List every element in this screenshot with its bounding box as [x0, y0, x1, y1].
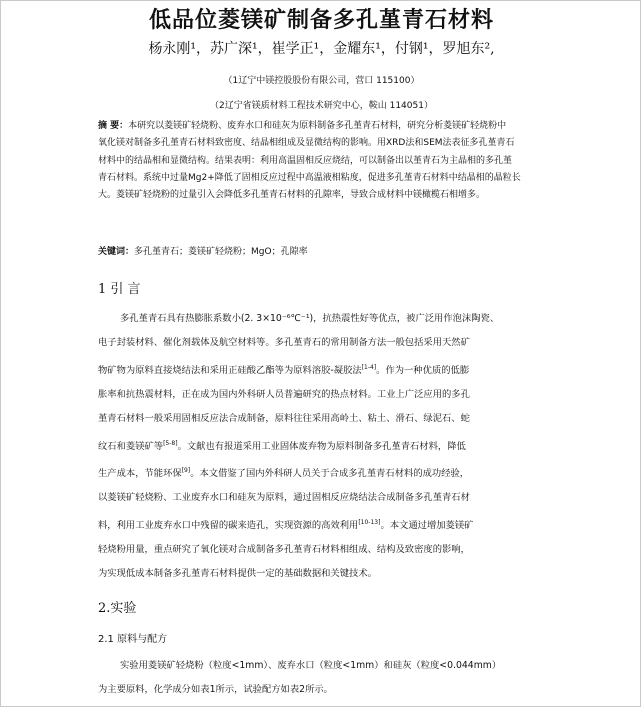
body-line: 以菱镁矿轻烧粉、工业废弃水口和硅灰为原料，通过固相反应烧结法合成制备多孔堇青石材	[98, 492, 470, 504]
body-line: 为主要原料，化学成分如表1所示，试验配方如表2所示。	[98, 684, 333, 696]
body-line: 堇青石材料一般采用固相反应法合成制备，原料往往采用高岭土、粘土、滑石、绿泥石、蛇	[98, 413, 470, 425]
paper-title: 低品位菱镁矿制备多孔堇青石材料	[148, 8, 494, 33]
materials-body	[98, 654, 546, 703]
body-line: 轻烧粉用量，重点研究了氧化镁对合成制备多孔堇青石材料相组成、结构及致密度的影响，	[98, 544, 470, 556]
body-line: 生产成本，节能环保[9]。本文借鉴了国内外科研人员关于合成多孔堇青石材料的成功经验，	[98, 466, 470, 480]
citation: [9]	[181, 466, 191, 474]
body-line: 物矿物为原料直接烧结法和采用正硅酸乙酯等为原料溶胶-凝胶法[1-4]。作为一种优质的低膨	[98, 363, 470, 376]
body-line: 胀率和抗热震材料，正在成为国内外科研人员普遍研究的热点材料。工业上广泛应用的多孔	[98, 388, 470, 400]
affiliation-1: （1辽宁中镁控股股份有限公司，营口 115100）	[223, 76, 420, 86]
abstract	[98, 118, 546, 204]
body-line: 料，利用工业废弃水口中残留的碳来造孔，实现资源的高效利用[10-13]。本文通过增加菱镁矿	[98, 518, 474, 531]
body-line: 电子封装材料、催化剂载体及航空材料等。多孔堇青石的常用制备方法一般包括采用天然矿	[98, 337, 470, 349]
abstract-line: 材料中的结晶相和显微结构。结果表明：利用高温固相反应烧结，可以制备出以堇青石为主晶相的多孔堇	[98, 155, 513, 166]
keywords-text: 多孔堇青石；菱镁矿轻烧粉；MgO；孔隙率	[134, 247, 308, 257]
abstract-line: 大。菱镁矿轻烧粉的过量引入会降低多孔堇青石材料的孔隙率，导致合成材料中镁橄榄石相增多。	[98, 190, 486, 201]
abstract-label: 摘 要：	[98, 121, 129, 131]
intro-body	[98, 307, 546, 587]
body-line: 纹石和菱镁矿等[5-8]。文献也有报道采用工业固体废弃物为原料制备多孔堇青石材料，降低	[98, 439, 466, 452]
abstract-line: 摘 要：本研究以菱镁矿轻烧粉、废弃水口和硅灰为原料制备多孔堇青石材料，研究分析菱镁矿轻烧粉中	[98, 121, 507, 131]
abstract-line: 氧化镁对制备多孔堇青石材料致密度、结晶相组成及显微结构的影响。用XRD法和SEM法表征多孔堇青石	[98, 138, 515, 149]
body-line: 多孔堇青石具有热膨胀系数小(2. 3×10⁻⁶℃⁻¹)，抗热震性好等优点，被广泛用作泡沫陶瓷、	[120, 313, 500, 324]
citation: [5-8]	[163, 439, 178, 447]
affiliation-2: （2辽宁省镁质材料工程技术研究中心，鞍山 114051）	[210, 101, 433, 111]
keywords-label: 关键词：	[98, 247, 135, 257]
body-line: 实验用菱镁矿轻烧粉（粒度<1mm）、废弃水口（粒度<1mm）和硅灰（粒度<0.044mm）	[120, 660, 502, 671]
citation: [10-13]	[358, 518, 381, 526]
abstract-line: 青石材料。系统中过量Mg2+降低了固相反应过程中高温液相粘度，促进多孔堇青石材料中结晶相的晶粒长	[98, 172, 521, 183]
author-list: 杨永刚¹，苏广深¹，崔学正¹，金耀东¹，付钢¹，罗旭东²,	[148, 41, 495, 57]
citation: [1-4]	[361, 363, 377, 371]
body-line: 为实现低成本制备多孔堇青石材料提供一定的基础数据和关键技术。	[98, 568, 377, 580]
subsection-heading-materials: 2.1 原料与配方	[98, 634, 168, 645]
section-heading-experiment: 2.实验	[98, 601, 137, 616]
section-heading-intro: 1 引 言	[98, 282, 141, 297]
keywords	[98, 244, 546, 261]
